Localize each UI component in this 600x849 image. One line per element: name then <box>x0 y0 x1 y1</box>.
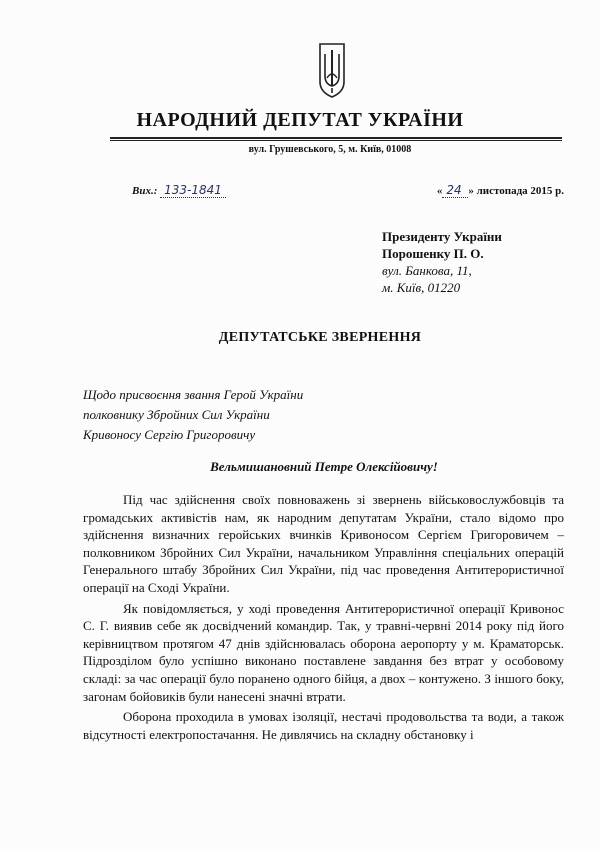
document-title: ДЕПУТАТСЬКЕ ЗВЕРНЕННЯ <box>218 330 422 345</box>
subject-block <box>83 385 303 445</box>
letter-date <box>437 183 564 198</box>
subject-line-3: Кривоносу Сергію Григоровичу <box>83 427 256 442</box>
subject-line-2: полковнику Збройних Сил України <box>83 407 270 422</box>
subject-line-1: Щодо присвоєння звання Герой України <box>83 387 304 402</box>
addressee-street: вул. Банкова, 11, <box>382 263 472 278</box>
trident-icon <box>316 42 348 98</box>
letter-body <box>83 491 564 746</box>
date-day: 24 <box>442 183 468 198</box>
date-open-quote: « <box>436 185 443 197</box>
org-title: НАРОДНИЙ ДЕПУТАТ УКРАЇНИ <box>136 109 464 131</box>
outgoing-number <box>132 183 226 198</box>
outgoing-label: Вих.: <box>132 185 158 197</box>
salutation: Вельмишановний Петре Олексійовичу! <box>210 459 438 474</box>
date-close-quote: » <box>468 185 474 197</box>
org-address: вул. Грушевського, 5, м. Київ, 01008 <box>248 144 412 155</box>
body-paragraph-1: Під час здійснення своїх повноважень зі звернень військовослужбовців та громадських активістів нам, як народним депутатам України, стало відомо про здійснення визначних геройських вчинків Кривоносом Сергієм Григоровичем – полковником Збройних Сил України, начальником Управління спеціальних операцій Генерального штабу Збройних Сил України, під час проведення Антитерористичної операції на Сході України. <box>83 492 564 595</box>
addressee-name: Порошенку П. О. <box>382 246 484 261</box>
date-month-year: листопада 2015 р. <box>476 185 564 197</box>
body-paragraph-2: Як повідомляється, у ході проведення Антитерористичної операції Кривонос С. Г. виявив себе як досвідчений командир. Так, у травні-червні 2014 року під його керівництвом протягом 47 днів здійснювалась оборона аеропорту у м. Краматорськ. Підрозділом було успішно виконано поставлене завдання без втрат у особовому складі: за час операції було поранено одного бійця, а двох – контужено. З іншого боку, загонам бойовиків були нанесені значні втрати. <box>83 600 564 704</box>
addressee-block <box>382 228 502 296</box>
body-paragraph-3: Оборона проходила в умовах ізоляції, нестачі продовольства та води, а також відсутності електропостачання. Не дивлячись на складну обстановку і <box>83 709 564 742</box>
addressee-title: Президенту України <box>382 229 502 244</box>
header-rule-thin <box>110 140 562 141</box>
addressee-city: м. Київ, 01220 <box>382 280 461 295</box>
header-rule <box>110 137 562 139</box>
outgoing-number-value: 133-1841 <box>160 183 226 198</box>
